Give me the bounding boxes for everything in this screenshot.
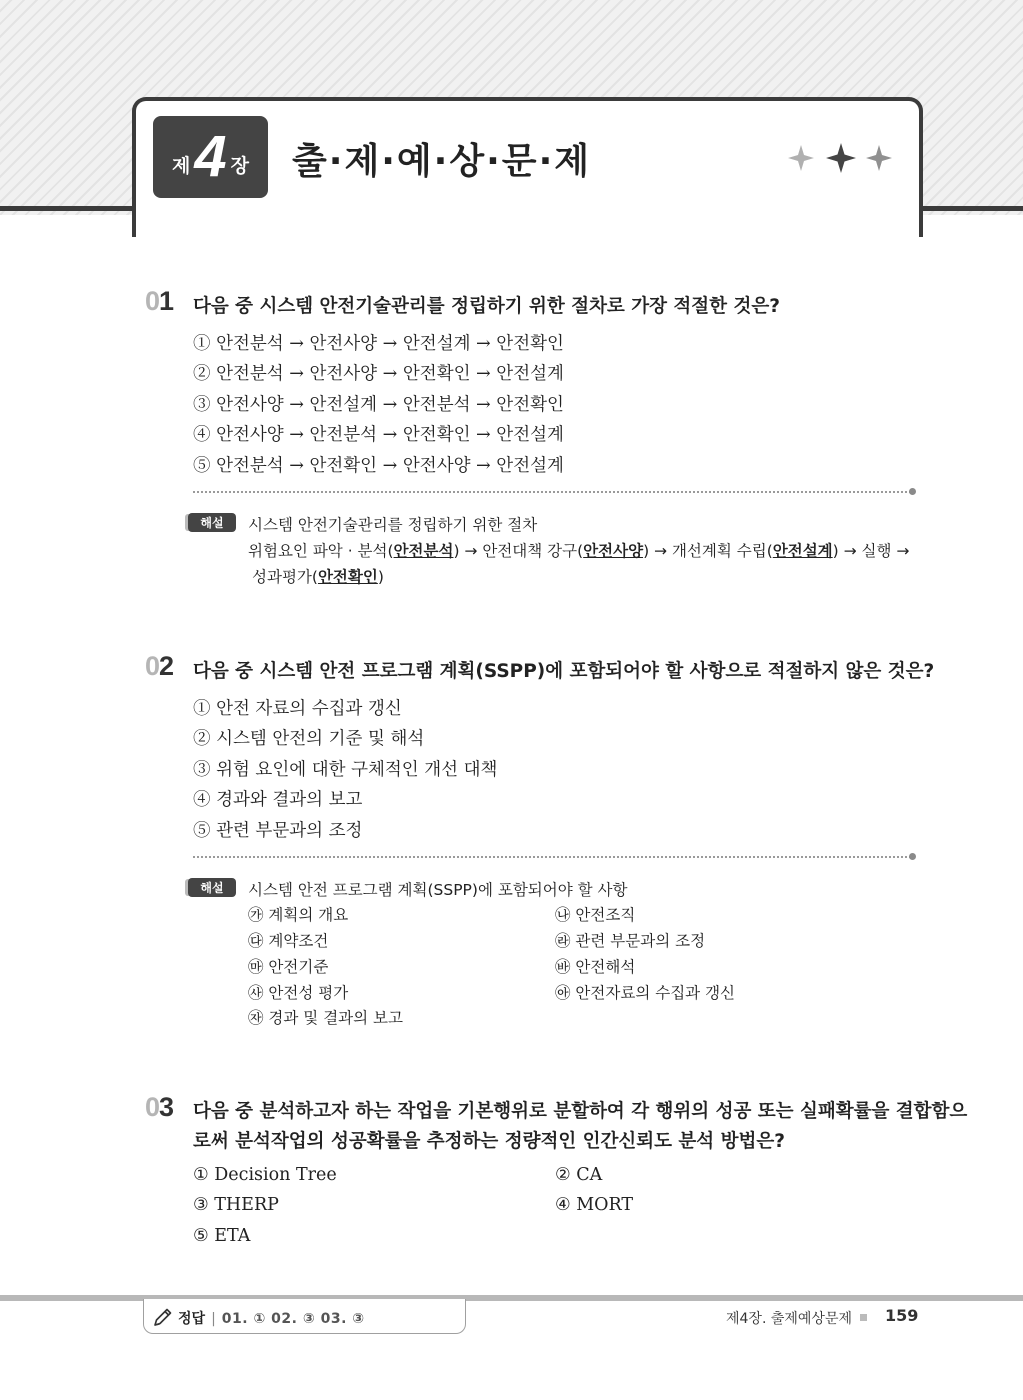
answer-label: 정답	[178, 1311, 206, 1327]
chapter-footer-label: 제4장. 출제예상문제	[726, 1311, 852, 1327]
answer-option: ① Decision Tree	[193, 1165, 337, 1185]
answer-option: ③ THERP	[193, 1195, 279, 1215]
question-text: 로써 분석작업의 성공확률을 추정하는 정량적인 인간신뢰도 분석 방법은?	[193, 1131, 785, 1152]
answer-option: ⑤ ETA	[193, 1226, 251, 1246]
explanation-item: ㉵ 안전자료의 수집과 갱신	[555, 984, 736, 1002]
header-rule-left	[0, 206, 136, 211]
divider	[193, 856, 911, 858]
star-decoration-icon	[786, 138, 896, 178]
explanation-item: ㉮ 계획의 개요	[248, 906, 349, 924]
answer-option: ③ 안전사양 → 안전설계 → 안전분석 → 안전확인	[193, 395, 564, 415]
explanation-line: 위험요인 파악 · 분석(안전분석) → 안전대책 강구(안전사양) → 개선계획 수립(안전설계) → 실행 →	[248, 542, 910, 560]
explanation-badge: 해설	[188, 878, 236, 897]
question-number: 02	[145, 651, 174, 681]
page-number: 159	[885, 1306, 919, 1325]
chapter-suffix: 장	[230, 154, 249, 177]
explanation-item: ㉯ 안전조직	[555, 906, 636, 924]
explanation-title: 시스템 안전기술관리를 정립하기 위한 절차	[248, 516, 538, 534]
question-number: 01	[145, 286, 174, 316]
answer-key: 정답 | 01. ① 02. ③ 03. ③	[178, 1311, 365, 1327]
footer-square-mark	[860, 1314, 867, 1321]
answer-option: ④ 경과와 결과의 보고	[193, 790, 363, 810]
question-number: 03	[145, 1092, 174, 1122]
explanation-badge: 해설	[188, 513, 236, 532]
answer-option: ② CA	[555, 1165, 603, 1185]
chapter-badge	[153, 116, 268, 198]
explanation-item: ㉳ 안전해석	[555, 958, 636, 976]
answer-option: ⑤ 관련 부문과의 조정	[193, 821, 363, 841]
explanation-item: ㉴ 안전성 평가	[248, 984, 349, 1002]
explanation-line: 성과평가(안전확인)	[252, 568, 384, 586]
question-text: 다음 중 시스템 안전 프로그램 계획(SSPP)에 포함되어야 할 사항으로 적절하지 않은 것은?	[193, 661, 935, 682]
explanation-item: ㉶ 경과 및 결과의 보고	[248, 1009, 403, 1027]
divider	[193, 491, 911, 493]
chapter-number: 4	[194, 124, 227, 189]
question-text: 다음 중 분석하고자 하는 작업을 기본행위로 분할하여 각 행위의 성공 또는 실패확률을 결합함으	[193, 1101, 968, 1122]
answer-option: ② 안전분석 → 안전사양 → 안전확인 → 안전설계	[193, 364, 564, 384]
answer-option: ① 안전 자료의 수집과 갱신	[193, 699, 402, 719]
answer-option: ③ 위험 요인에 대한 구체적인 개선 대책	[193, 760, 498, 780]
page-title: 출·제·예·상·문·제	[292, 141, 592, 182]
pencil-icon	[152, 1306, 174, 1328]
answer-option: ④ MORT	[555, 1195, 634, 1215]
answer-option: ② 시스템 안전의 기준 및 해석	[193, 729, 425, 749]
explanation-title: 시스템 안전 프로그램 계획(SSPP)에 포함되어야 할 사항	[248, 881, 628, 899]
answer-values: 01. ① 02. ③ 03. ③	[221, 1311, 365, 1327]
header-rule-right	[921, 206, 1023, 211]
explanation-item: ㉲ 안전기준	[248, 958, 329, 976]
explanation-item: ㉱ 관련 부문과의 조정	[555, 932, 706, 950]
question-text: 다음 중 시스템 안전기술관리를 정립하기 위한 절차로 가장 적절한 것은?	[193, 296, 780, 317]
explanation-item: ㉰ 계약조건	[248, 932, 329, 950]
chapter-prefix: 제	[172, 154, 191, 177]
answer-option: ⑤ 안전분석 → 안전확인 → 안전사양 → 안전설계	[193, 456, 564, 476]
answer-option: ① 안전분석 → 안전사양 → 안전설계 → 안전확인	[193, 334, 564, 354]
answer-option: ④ 안전사양 → 안전분석 → 안전확인 → 안전설계	[193, 425, 564, 445]
